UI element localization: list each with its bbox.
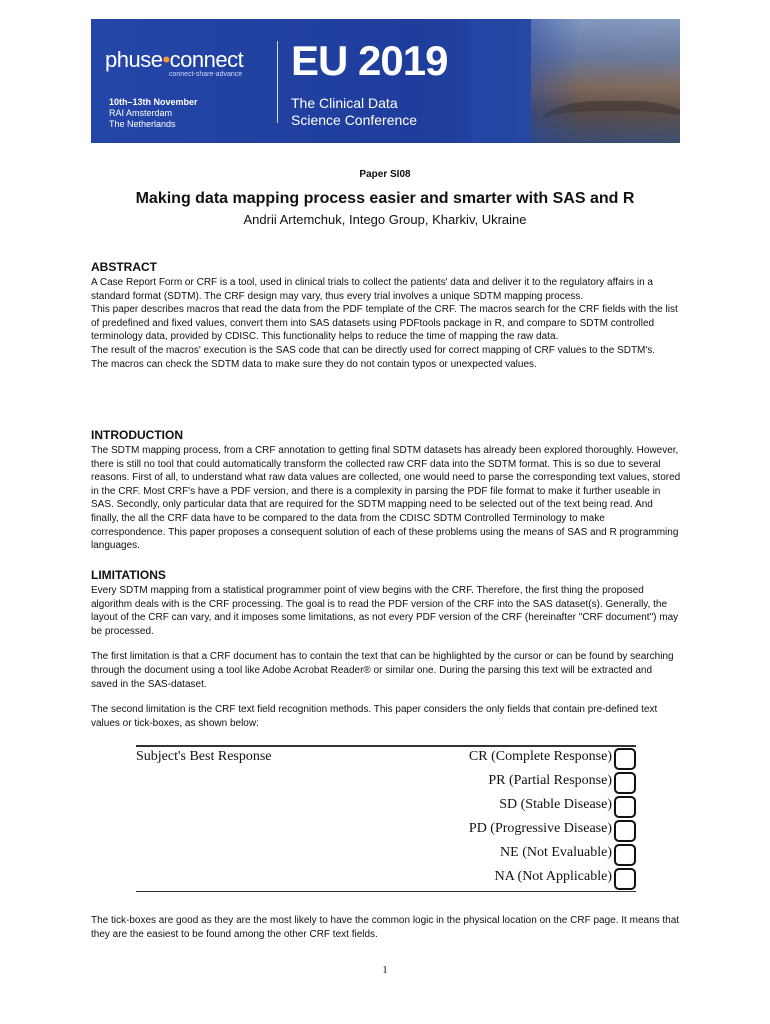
banner-divider bbox=[277, 41, 278, 123]
abstract-heading: ABSTRACT bbox=[91, 260, 157, 274]
limitations-paragraph-2: The first limitation is that a CRF document has to contain the text that can be highlighted by the cursor or can be found by searching through the document using a tool like Adobe Acrobat Reader® or similar one. During the parsing this text will be extracted and saved in the SAS-dataset. bbox=[91, 651, 674, 690]
crf-option: SD (Stable Disease) bbox=[499, 797, 612, 812]
crf-option: NE (Not Evaluable) bbox=[500, 845, 612, 860]
abstract-paragraph-4: The macros can check the SDTM data to make sure they do not contain typos or unexpected values. bbox=[91, 358, 537, 370]
figure-bottom-rule bbox=[136, 891, 636, 892]
crf-option: CR (Complete Response) bbox=[468, 749, 612, 764]
event-name: EU 2019 bbox=[291, 37, 448, 84]
tick-box[interactable] bbox=[614, 844, 636, 866]
tick-box[interactable] bbox=[614, 748, 636, 770]
dates-line-1: 10th–13th November bbox=[109, 97, 198, 107]
dates-line-3: The Netherlands bbox=[109, 119, 176, 129]
logo-right-text: connect bbox=[169, 47, 244, 72]
phuse-logo bbox=[105, 47, 265, 78]
crf-option: PR (Partial Response) bbox=[488, 773, 612, 788]
conference-line-2: Science Conference bbox=[291, 112, 418, 128]
introduction-section bbox=[91, 428, 681, 553]
limitations-section bbox=[91, 568, 681, 730]
abstract-section bbox=[91, 260, 681, 371]
paper-title: Making data mapping process easier and smarter with SAS and R bbox=[135, 190, 635, 207]
paper-author: Andrii Artemchuk, Intego Group, Kharkiv, Ukraine bbox=[243, 212, 527, 227]
limitations-heading: LIMITATIONS bbox=[91, 568, 166, 582]
tick-box[interactable] bbox=[614, 820, 636, 842]
introduction-paragraph-1: The SDTM mapping process, from a CRF annotation to getting final SDTM datasets has already been explored thoroughly. However, there is still no tool that could automatically transform the collected raw CRF data into the SDTM format. This is so due to several reasons. First of all, to understand what raw data values are collected, one would need to parse the corresponding text values, stored in the CRF. Most CRF's have a PDF version, and there is a complexity in parsing the PDF file format to make it further useable in SAS. Secondly, only particular data that are required for the SDTM mapping need to be selected out of the text being read. And finally, the all the CRF data have to be compared to the data from the CDISC SDTM Controlled Terminology to make correspondence. This paper proposes a consequent solution of each of these problems using the means of SAS and R programming languages. bbox=[91, 445, 681, 552]
logo-tagline: connect-share-advance bbox=[169, 71, 243, 78]
paper-id: Paper SI08 bbox=[359, 169, 411, 180]
tick-box[interactable] bbox=[614, 796, 636, 818]
abstract-paragraph-2: This paper describes macros that read the data from the PDF template of the CRF. The macros search for the CRF fields with the list of predefined and fixed values, convert them into SAS datasets using PDFtools package in R, and compare to SDTM controlled terminology data, provided by CDISC. This functionality helps to reduce the time of mapping the raw data. bbox=[91, 304, 678, 343]
crf-option: NA (Not Applicable) bbox=[494, 869, 612, 884]
tick-box[interactable] bbox=[614, 772, 636, 794]
logo-dot: • bbox=[162, 47, 170, 72]
abstract-paragraph-1: A Case Report Form or CRF is a tool, used in clinical trials to collect the patients' data and deliver it to the regulatory affairs in a standard format (SDTM). The CRF design may vary, thus every trial involves a unique SDTM mapping process. bbox=[91, 277, 653, 302]
closing-section bbox=[91, 914, 681, 941]
crf-field-label: Subject's Best Response bbox=[136, 749, 272, 764]
conference-name bbox=[291, 95, 417, 129]
crf-option: PD (Progressive Disease) bbox=[468, 821, 612, 836]
dates-line-2: RAI Amsterdam bbox=[109, 108, 173, 118]
abstract-paragraph-3: The result of the macros' execution is the SAS code that can be directly used for correct mapping of CRF values to the SDTM's. bbox=[91, 344, 656, 356]
logo-left-text: phuse bbox=[105, 47, 163, 72]
page-number: 1 bbox=[382, 964, 388, 976]
banner-fade bbox=[471, 19, 581, 143]
crf-tickbox-figure bbox=[136, 745, 636, 893]
closing-paragraph: The tick-boxes are good as they are the most likely to have the common logic in the physical location on the CRF page. It means that they are the easiest to be found among the other CRF text fields. bbox=[91, 915, 680, 940]
conference-line-1: The Clinical Data bbox=[291, 95, 398, 111]
tick-box[interactable] bbox=[614, 868, 636, 890]
limitations-paragraph-1: Every SDTM mapping from a statistical programmer point of view begins with the CRF. Therefore, the first thing the proposed algorithm deals with is the CRF processing. The goal is to read the PDF version of the CRF into the SAS dataset(s). Generally, the layout of the CRF can vary, and it imposes some limitations, as not every PDF version of the CRF (hereinafter "CRF document") may be processed. bbox=[91, 585, 679, 637]
conference-banner bbox=[91, 19, 680, 143]
introduction-heading: INTRODUCTION bbox=[91, 428, 183, 442]
event-dates bbox=[109, 97, 198, 130]
limitations-paragraph-3: The second limitation is the CRF text field recognition methods. This paper considers the only fields that contain pre-defined text values or tick-boxes, as shown below: bbox=[91, 704, 658, 729]
